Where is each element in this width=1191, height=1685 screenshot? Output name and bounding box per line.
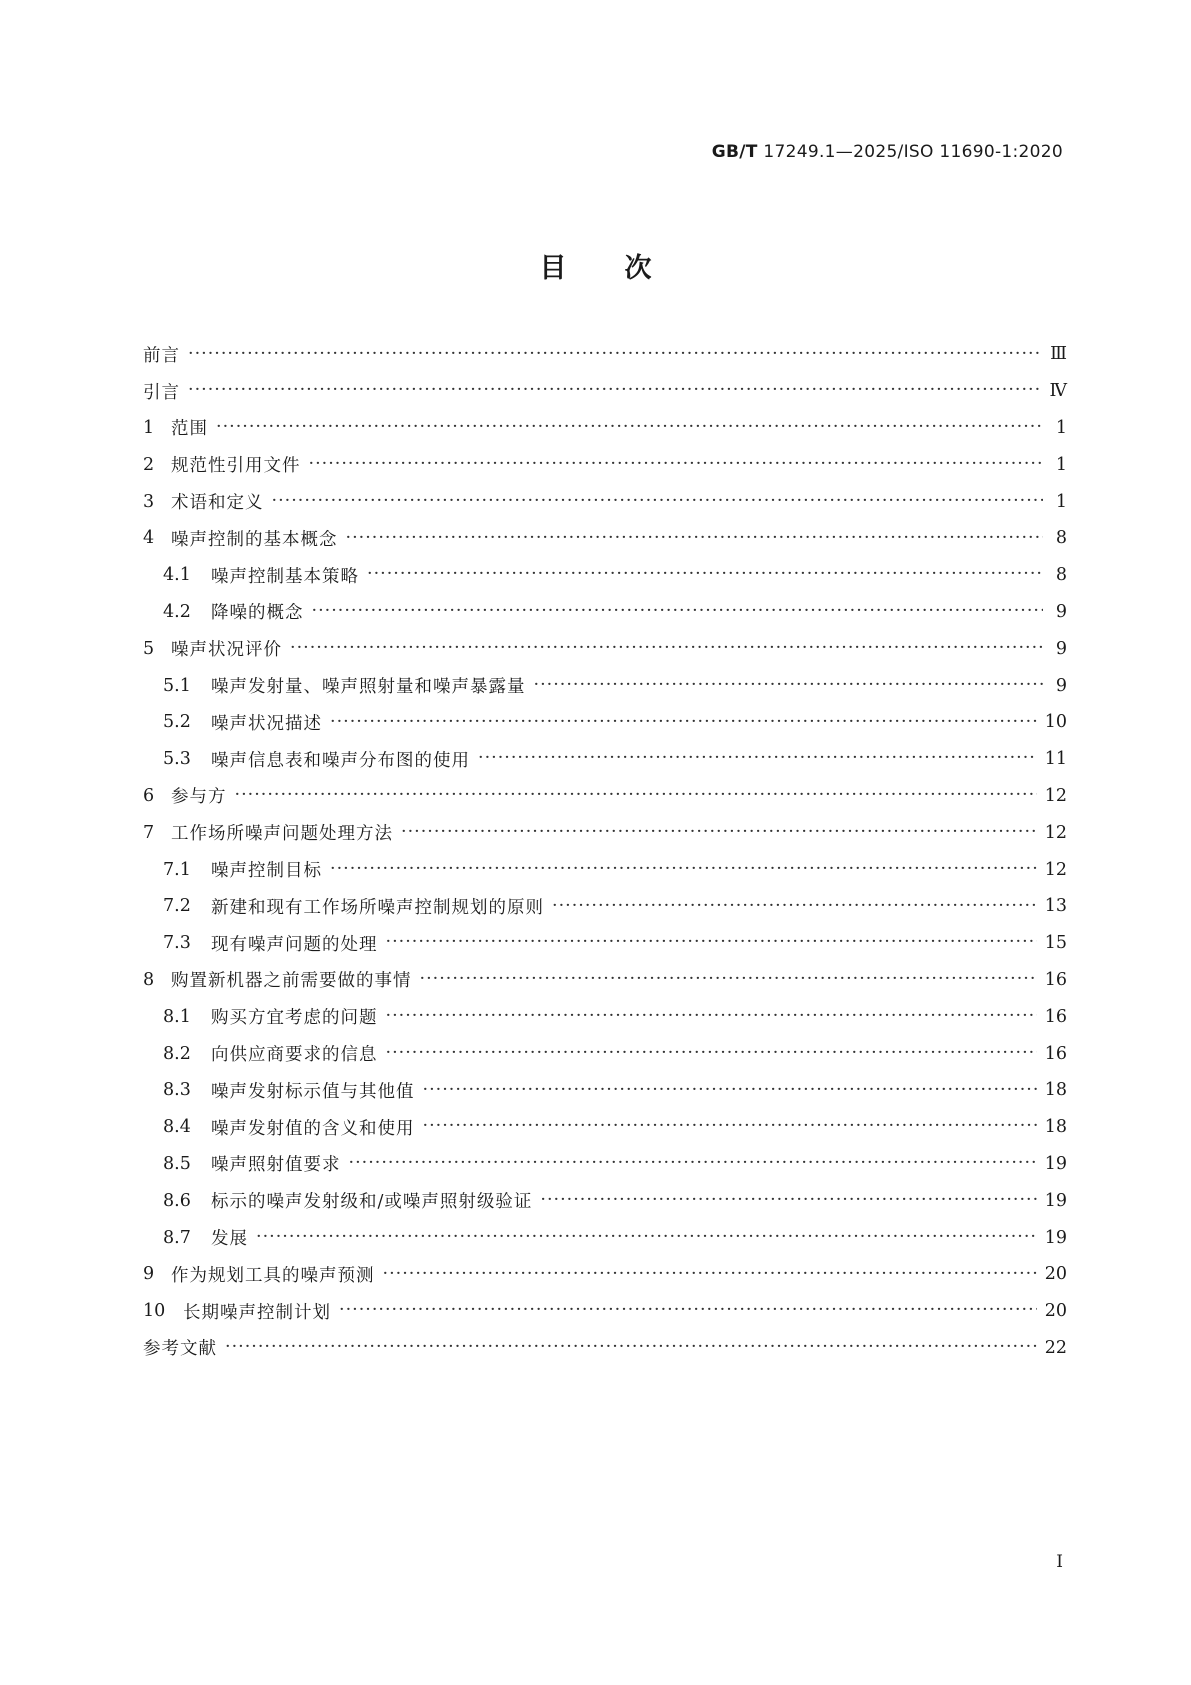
toc-entry[interactable] xyxy=(143,520,1067,557)
toc-dot-leader xyxy=(386,1045,1037,1063)
toc-entry-number: 4 xyxy=(143,528,155,549)
toc-dot-leader xyxy=(225,1339,1037,1357)
document-id-number: 17249.1—2025/ISO 11690-1:2020 xyxy=(757,142,1063,162)
toc-entry-label: 长期噪声控制计划 xyxy=(183,1302,331,1323)
toc-entry[interactable] xyxy=(143,1219,1067,1256)
toc-entry[interactable] xyxy=(143,741,1067,778)
toc-entry[interactable] xyxy=(143,1072,1067,1109)
document-id-prefix: GB/T xyxy=(711,142,758,162)
toc-entry-label: 发展 xyxy=(211,1229,248,1250)
toc-entry-number: 6 xyxy=(143,785,155,806)
toc-entry-page: 10 xyxy=(1044,712,1067,733)
toc-entry-page: 12 xyxy=(1044,785,1067,806)
toc-entry[interactable] xyxy=(143,962,1067,999)
toc-entry[interactable] xyxy=(143,410,1067,447)
toc-entry-page: 9 xyxy=(1055,638,1067,659)
toc-dot-leader xyxy=(188,382,1042,400)
toc-entry-page: 1 xyxy=(1055,491,1067,512)
toc-dot-leader xyxy=(309,456,1044,474)
toc-entry-number: 8.6 xyxy=(163,1190,191,1211)
toc-entry-page: 19 xyxy=(1044,1227,1067,1248)
toc-entry-label: 标示的噪声发射级和/或噪声照射级验证 xyxy=(211,1192,533,1213)
toc-entry-page: 20 xyxy=(1044,1264,1067,1285)
toc-dot-leader xyxy=(330,861,1037,879)
toc-entry-number: 5 xyxy=(143,638,155,659)
toc-entry[interactable] xyxy=(143,1146,1067,1183)
toc-dot-leader xyxy=(290,640,1043,658)
toc-entry-page: 22 xyxy=(1044,1337,1067,1358)
toc-entry-label: 噪声控制基本策略 xyxy=(211,566,359,587)
toc-entry-number: 7.2 xyxy=(163,896,191,917)
toc-dot-leader xyxy=(552,898,1037,916)
toc-entry-label: 购置新机器之前需要做的事情 xyxy=(171,971,412,992)
toc-entry[interactable] xyxy=(143,814,1067,851)
toc-entry-page: 9 xyxy=(1055,675,1067,696)
toc-entry-page: 12 xyxy=(1044,859,1067,880)
toc-entry-label: 噪声发射值的含义和使用 xyxy=(211,1118,415,1139)
toc-dot-leader xyxy=(330,714,1037,732)
toc-entry-number: 7 xyxy=(143,822,155,843)
toc-entry[interactable] xyxy=(143,888,1067,925)
toc-entry-number: 8.4 xyxy=(163,1117,191,1138)
toc-entry-label: 噪声状况评价 xyxy=(171,640,282,661)
toc-entry[interactable] xyxy=(143,1109,1067,1146)
toc-entry-label: 噪声信息表和噪声分布图的使用 xyxy=(211,750,470,771)
toc-dot-leader xyxy=(349,1155,1037,1173)
toc-entry[interactable] xyxy=(143,336,1067,373)
toc-dot-leader xyxy=(534,677,1044,695)
toc-dot-leader xyxy=(540,1192,1036,1210)
toc-entry-number: 8.1 xyxy=(163,1006,191,1027)
toc-entry[interactable] xyxy=(143,1293,1067,1330)
toc-entry-page: 13 xyxy=(1044,896,1067,917)
toc-entry-label: 新建和现有工作场所噪声控制规划的原则 xyxy=(211,897,544,918)
toc-entry[interactable] xyxy=(143,1035,1067,1072)
toc-entry-label: 降噪的概念 xyxy=(211,603,304,624)
toc-entry[interactable] xyxy=(143,704,1067,741)
toc-dot-leader xyxy=(423,1082,1037,1100)
toc-dot-leader xyxy=(346,530,1044,548)
toc-dot-leader xyxy=(256,1229,1037,1247)
toc-entry[interactable] xyxy=(143,778,1067,815)
toc-dot-leader xyxy=(188,346,1042,364)
toc-entry-number: 8 xyxy=(143,969,155,990)
toc-entry-label: 噪声发射标示值与其他值 xyxy=(211,1081,415,1102)
toc-entry[interactable] xyxy=(143,483,1067,520)
toc-entry-number: 7.3 xyxy=(163,933,191,954)
toc-entry-page: Ⅲ xyxy=(1050,344,1067,365)
toc-dot-leader xyxy=(386,1008,1037,1026)
toc-entry-page: 19 xyxy=(1044,1153,1067,1174)
toc-entry-label: 购买方宜考虑的问题 xyxy=(211,1008,378,1029)
toc-dot-leader xyxy=(272,493,1044,511)
toc-entry-page: 8 xyxy=(1055,565,1067,586)
page-title: 目次 xyxy=(539,253,710,284)
toc-entry-page: 18 xyxy=(1044,1117,1067,1138)
toc-dot-leader xyxy=(423,1118,1037,1136)
toc-entry-label: 术语和定义 xyxy=(171,493,264,514)
toc-entry-number: 3 xyxy=(143,491,155,512)
toc-entry-page: 1 xyxy=(1055,417,1067,438)
toc-entry-page: 19 xyxy=(1044,1190,1067,1211)
toc-entry-label: 噪声状况描述 xyxy=(211,713,322,734)
toc-entry-page: 12 xyxy=(1044,822,1067,843)
toc-dot-leader xyxy=(420,971,1037,989)
toc-entry[interactable] xyxy=(143,1256,1067,1293)
toc-entry[interactable] xyxy=(143,1330,1067,1367)
toc-entry[interactable] xyxy=(143,667,1067,704)
toc-entry[interactable] xyxy=(143,446,1067,483)
toc-entry-number: 5.3 xyxy=(163,749,191,770)
toc-entry-number: 4.2 xyxy=(163,601,191,622)
toc-entry-number: 8.7 xyxy=(163,1227,191,1248)
toc-entry-label: 规范性引用文件 xyxy=(171,456,301,477)
toc-entry[interactable] xyxy=(143,998,1067,1035)
toc-dot-leader xyxy=(216,419,1043,437)
toc-entry[interactable] xyxy=(143,557,1067,594)
toc-dot-leader xyxy=(235,787,1037,805)
toc-entry[interactable] xyxy=(143,373,1067,410)
toc-entry-label: 噪声控制的基本概念 xyxy=(171,529,338,550)
toc-entry-label: 引言 xyxy=(143,382,180,403)
toc-entry-label: 噪声发射量、噪声照射量和噪声暴露量 xyxy=(211,677,526,698)
toc-entry-label: 噪声照射值要求 xyxy=(211,1155,341,1176)
toc-entry-page: 18 xyxy=(1044,1080,1067,1101)
toc-entry-label: 噪声控制目标 xyxy=(211,861,322,882)
toc-entry-label: 工作场所噪声问题处理方法 xyxy=(171,824,393,845)
toc-entry-page: 11 xyxy=(1044,749,1067,770)
toc-entry[interactable] xyxy=(143,594,1067,631)
toc-entry[interactable] xyxy=(143,1182,1067,1219)
toc-entry-number: 8.5 xyxy=(163,1153,191,1174)
toc-entry-number: 2 xyxy=(143,454,155,475)
toc-entry-page: 20 xyxy=(1044,1301,1067,1322)
toc-entry-page: 1 xyxy=(1055,454,1067,475)
toc-entry-page: 16 xyxy=(1044,1043,1067,1064)
toc-dot-leader xyxy=(383,1266,1037,1284)
toc-dot-leader xyxy=(312,603,1044,621)
toc-entry-page: Ⅳ xyxy=(1049,381,1067,402)
toc-entry-number: 5.2 xyxy=(163,712,191,733)
toc-entry-label: 范围 xyxy=(171,419,208,440)
toc-dot-leader xyxy=(478,750,1037,768)
toc-entry-number: 7.1 xyxy=(163,859,191,880)
toc-entry-number: 8.3 xyxy=(163,1080,191,1101)
toc-entry-label: 向供应商要求的信息 xyxy=(211,1045,378,1066)
toc-entry-number: 5.1 xyxy=(163,675,191,696)
toc-entry-label: 参考文献 xyxy=(143,1339,217,1360)
toc-entry-number: 4.1 xyxy=(163,565,191,586)
toc-entry-number: 10 xyxy=(143,1301,166,1322)
toc-entry[interactable] xyxy=(143,925,1067,962)
toc-entry-label: 作为规划工具的噪声预测 xyxy=(171,1265,375,1286)
toc-entry-page: 9 xyxy=(1055,601,1067,622)
document-id xyxy=(712,142,1063,162)
toc-entry-number: 8.2 xyxy=(163,1043,191,1064)
toc-entry-page: 16 xyxy=(1044,1006,1067,1027)
toc-dot-leader xyxy=(386,934,1037,952)
toc-entry-number: 1 xyxy=(143,417,155,438)
toc-dot-leader xyxy=(367,566,1043,584)
toc-entry-page: 16 xyxy=(1044,969,1067,990)
toc-entry-label: 参与方 xyxy=(171,787,227,808)
toc-entry[interactable] xyxy=(143,851,1067,888)
table-of-contents xyxy=(143,336,1067,1366)
toc-entry-label: 前言 xyxy=(143,345,180,366)
toc-entry-page: 8 xyxy=(1055,528,1067,549)
toc-entry-number: 9 xyxy=(143,1264,155,1285)
page-number: Ⅰ xyxy=(1056,1552,1063,1572)
toc-dot-leader xyxy=(401,824,1037,842)
toc-entry-page: 15 xyxy=(1044,933,1067,954)
toc-entry[interactable] xyxy=(143,630,1067,667)
toc-entry-label: 现有噪声问题的处理 xyxy=(211,934,378,955)
toc-dot-leader xyxy=(339,1302,1037,1320)
